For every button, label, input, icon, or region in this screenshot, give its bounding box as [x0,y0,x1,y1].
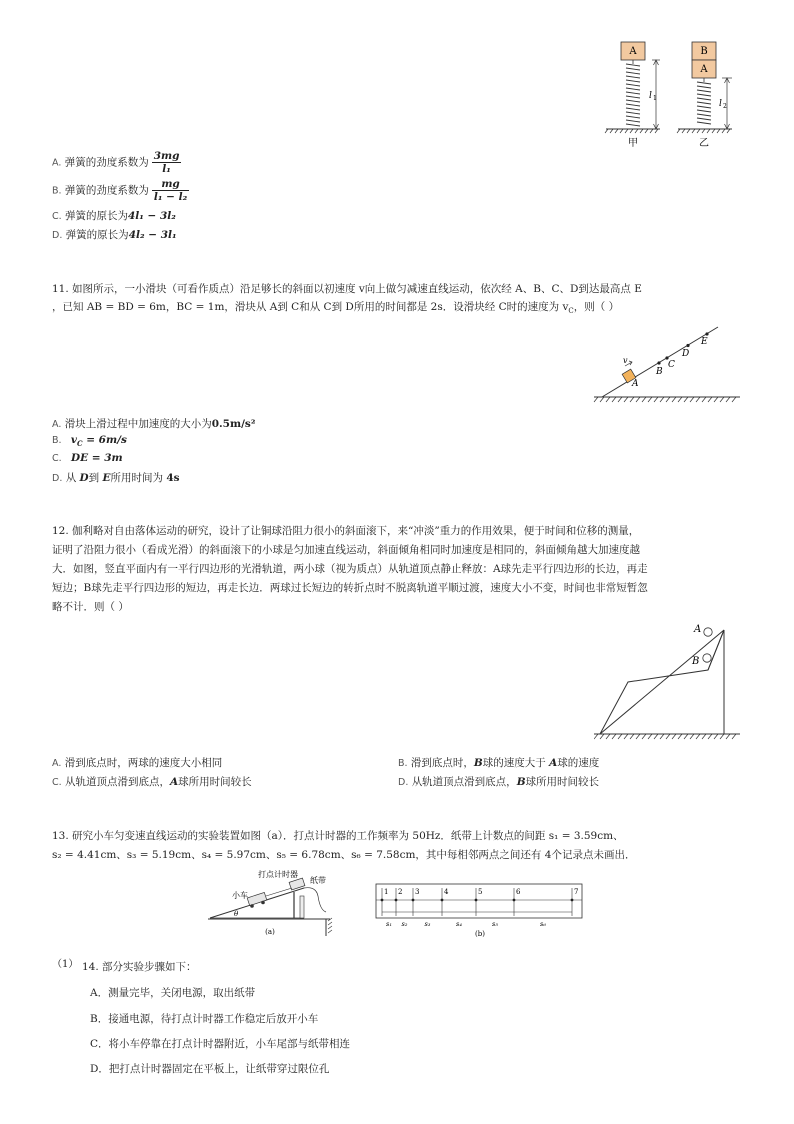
step-d[interactable]: D．把打点计时器固定在平板上，让纸带穿过限位孔 [90,1063,330,1075]
block-a-right-label: A [700,64,708,75]
fraction: $\frac{3mg}{\text{l₁}}$ [153,150,180,175]
q12-option-b[interactable]: B. 滑到底点时，B球的速度大于 A球的速度 [398,757,600,769]
q11-stem-line1: 11. 如图所示，一小滑块（可看作质点）沿足够长的斜面以初速度 v向上做匀减速直线运动，依次经 A、B、C、D到达最高点 E [52,283,642,295]
tape-point-label: 2 [398,888,403,896]
svg-text:1: 1 [653,95,657,102]
tape-dot [571,899,574,902]
label-c: C [668,360,675,370]
block-b-label: B [700,46,708,57]
tape-figure-b [372,882,588,940]
tape-dot [381,899,384,902]
tape-dot [441,899,444,902]
label-b: B [656,367,663,377]
caption-b: (b) [475,930,485,938]
incline-figure [592,325,742,407]
svg-text:2: 2 [723,103,727,110]
label-d: D [682,349,690,359]
tape-point-label: 6 [516,888,521,896]
caption-jia: 甲 [628,138,638,149]
label-cart: 小车 [232,891,248,900]
q11-option-c[interactable]: C. DE = 3m [52,452,123,464]
q14-title: 14. 部分实验步骤如下： [82,961,197,973]
label-ball-a: A [694,624,702,635]
label-v: v [623,356,628,365]
spring-figure [596,38,746,154]
tape-segment-label: s₄ [456,920,462,928]
tape-dot [513,899,516,902]
tape-point-label: 5 [478,888,483,896]
label-theta: θ [234,910,239,918]
label-ball-b: B [692,656,700,667]
tape-point-label: 1 [384,888,389,896]
tape-segment-label: s₁ [386,920,392,928]
tape-dot [412,899,415,902]
parallelogram-track-figure [594,618,742,740]
step-b[interactable]: B．接通电源，待打点计时器工作稳定后放开小车 [90,1013,319,1025]
label-tape: 纸带 [310,876,326,885]
q11-option-b[interactable]: B. $v_C = 6m/s$ [52,434,127,449]
q10-option-b[interactable]: B. 弹簧的劲度系数为 $\frac{mg}{\text{l₁ − l₂}}$ [52,178,188,203]
tape-segment-label: s₂ [401,920,408,928]
q13-stem-line1: 13. 研究小车匀变速直线运动的实验装置如图（a）．打点计时器的工作频率为 50Hz．纸带上计数点的间距 s₁ = 3.59cm、 [52,830,624,842]
tape-dot [475,899,478,902]
label-l2: l [719,99,722,109]
q10-option-c[interactable]: C. 弹簧的原长为4l₁ − 3l₂ [52,210,176,222]
q12-stem: 12. 伽利略对自由落体运动的研究，设计了让铜球沿阻力很小的斜面滚下，来“冲淡”重力的作用效果，便于时间和位移的测量， 证明了沿阻力很小（看成光滑）的斜面滚下的小球是匀加速直线运动，斜面倾角相同时加速度是相同的，斜面倾角越大加速度越 大．如图，竖直平面内有一平行四边形的光滑轨道，两小球（视为质点）从轨道顶点静止释放：A球先走平行四边形的长边，再走 短边；B球先走平行四边形的短边，再走长边．两球过长短边的转折点时不脱离轨道平顺过渡，速度大小不变，时间也非常短暂忽 略不计．则（ ） [52,525,648,613]
block-a-left-label: A [629,46,637,57]
label-l1: l [649,91,652,101]
fraction: $\frac{mg}{\text{l₁ − l₂}}$ [153,178,188,203]
sub-question-marker: （1） [52,959,79,970]
q11-option-a[interactable]: A. 滑块上滑过程中加速度的大小为0.5m/s² [52,418,256,430]
tape-point-label: 4 [444,888,449,896]
step-c[interactable]: C．将小车停靠在打点计时器附近，小车尾部与纸带相连 [90,1038,351,1050]
q10-option-a[interactable]: A. 弹簧的劲度系数为 $\frac{3mg}{\text{l₁}}$ [52,150,180,175]
q10-option-d[interactable]: D. 弹簧的原长为4l₂ − 3l₁ [52,229,177,241]
q13-stem-line2: s₂ = 4.41cm、s₃ = 5.19cm、s₄ = 5.97cm、s₅ = 6.78cm、s₆ = 7.58cm，其中每相邻两点之间还有 4个记录点未画出． [52,849,636,861]
apparatus-figure-a [208,866,338,938]
tape-segment-label: s₆ [540,920,546,928]
step-a[interactable]: A．测量完毕，关闭电源，取出纸带 [90,987,256,999]
label-e: E [701,337,708,347]
q11-option-d[interactable]: D. 从 D到 E所用时间为 4s [52,472,180,484]
caption-a: (a) [265,928,275,936]
caption-yi: 乙 [699,138,709,149]
tape-segment-label: s₅ [492,920,498,928]
q12-option-d[interactable]: D. 从轨道顶点滑到底点，B球所用时间较长 [398,776,600,788]
tape-segment-label: s₃ [424,920,431,928]
label-timer: 打点计时器 [258,870,298,879]
label-a: A [632,379,639,389]
tape-point-label: 3 [415,888,420,896]
q11-stem-line2: ，已知 AB = BD = 6m，BC = 1m，滑块从 A到 C和从 C到 D所用的时间都是 2s．设滑块经 C时的速度为 $v_C$，则（ ） [52,301,620,316]
q12-option-a[interactable]: A. 滑到底点时，两球的速度大小相同 [52,757,223,769]
tape-dot [395,899,398,902]
q12-option-c[interactable]: C. 从轨道顶点滑到底点，A球所用时间较长 [52,776,252,788]
tape-point-label: 7 [574,888,579,896]
